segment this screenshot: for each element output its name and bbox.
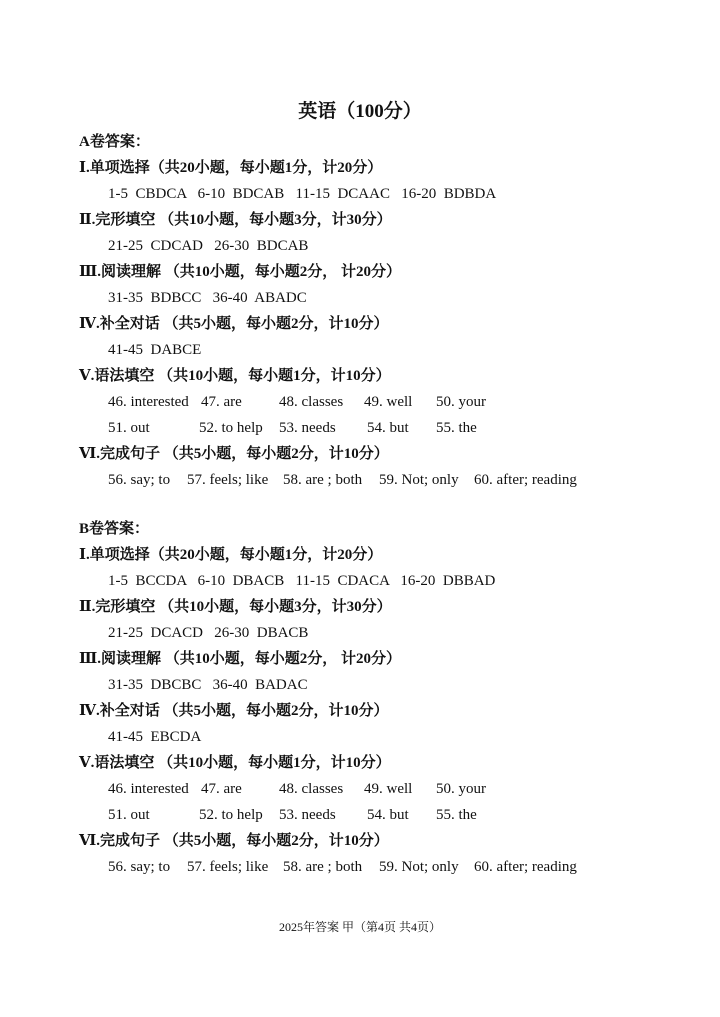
section-heading: Ⅴ.语法填空 （共10小题，每小题1分，计10分） [79,368,391,384]
answer-line: 41-45 DABCE [108,342,202,358]
grammar-row [79,415,699,441]
grammar-answer: 47. are [201,781,242,797]
answer-line: 31-35 BDBCC 36-40 ABADC [108,290,307,306]
page-footer: 2025年答案 甲（第4页 共4页） [278,920,441,934]
section-heading: Ⅵ.完成句子 （共5小题，每小题2分，计10分） [79,446,389,462]
section-heading: Ⅳ.补全对话 （共5小题，每小题2分，计10分） [79,703,389,719]
grammar-row [79,802,699,828]
grammar-answer: 54. but [367,420,409,436]
grammar-answer: 54. but [367,807,409,823]
grammar-row [79,776,699,802]
grammar-answer: 52. to help [199,807,263,823]
answer-line: 21-25 CDCAD 26-30 BDCAB [108,238,309,254]
section-heading: Ⅰ.单项选择（共20小题，每小题1分，计20分） [79,160,383,176]
grammar-answer: 51. out [108,420,150,436]
section-heading: Ⅵ.完成句子 （共5小题，每小题2分，计10分） [79,833,389,849]
grammar-answer: 48. classes [279,781,344,797]
section-heading: Ⅳ.补全对话 （共5小题，每小题2分，计10分） [79,316,389,332]
sentence-answer: 58. are ; both [283,859,363,875]
sentence-answer: 57. feels; like [187,472,269,488]
section-heading: Ⅴ.语法填空 （共10小题，每小题1分，计10分） [79,755,391,771]
sentence-answer: 59. Not; only [379,859,459,875]
section-heading: Ⅲ.阅读理解 （共10小题，每小题2分， 计20分） [79,264,402,280]
grammar-answer: 53. needs [279,807,336,823]
paper-b-answers [79,516,699,880]
grammar-answer: 55. the [436,807,477,823]
grammar-answer: 46. interested [108,781,189,797]
grammar-answer: 50. your [436,394,486,410]
section-heading: Ⅰ.单项选择（共20小题，每小题1分，计20分） [79,547,383,563]
sentence-answer: 59. Not; only [379,472,459,488]
section-heading: Ⅲ.阅读理解 （共10小题，每小题2分， 计20分） [79,651,402,667]
paper-b-label: B卷答案： [79,521,150,537]
answer-line: 1-5 CBDCA 6-10 BDCAB 11-15 DCAAC 16-20 BDBDA [108,186,497,202]
section-heading: Ⅱ.完形填空 （共10小题，每小题3分，计30分） [79,212,392,228]
paper-a-label: A卷答案： [79,134,150,150]
grammar-answer: 48. classes [279,394,344,410]
sentence-answer: 60. after; reading [474,859,577,875]
answer-line: 41-45 EBCDA [108,729,202,745]
answer-line: 31-35 DBCBC 36-40 BADAC [108,677,308,693]
grammar-answer: 47. are [201,394,242,410]
page-title: 英语（100分） [298,101,422,122]
sentence-row [79,854,699,880]
grammar-answer: 49. well [364,394,413,410]
sentence-answer: 58. are ; both [283,472,363,488]
answer-line: 1-5 BCCDA 6-10 DBACB 11-15 CDACA 16-20 DBBAD [108,573,496,589]
paper-a-answers [79,129,699,493]
sentence-answer: 56. say; to [108,859,171,875]
grammar-answer: 49. well [364,781,413,797]
grammar-answer: 52. to help [199,420,263,436]
section-heading: Ⅱ.完形填空 （共10小题，每小题3分，计30分） [79,599,392,615]
sentence-row [79,467,699,493]
grammar-answer: 50. your [436,781,486,797]
grammar-answer: 53. needs [279,420,336,436]
sentence-answer: 60. after; reading [474,472,577,488]
sentence-answer: 56. say; to [108,472,171,488]
grammar-answer: 51. out [108,807,150,823]
grammar-answer: 55. the [436,420,477,436]
answer-line: 21-25 DCACD 26-30 DBACB [108,625,309,641]
grammar-row [79,389,699,415]
grammar-answer: 46. interested [108,394,189,410]
sentence-answer: 57. feels; like [187,859,269,875]
